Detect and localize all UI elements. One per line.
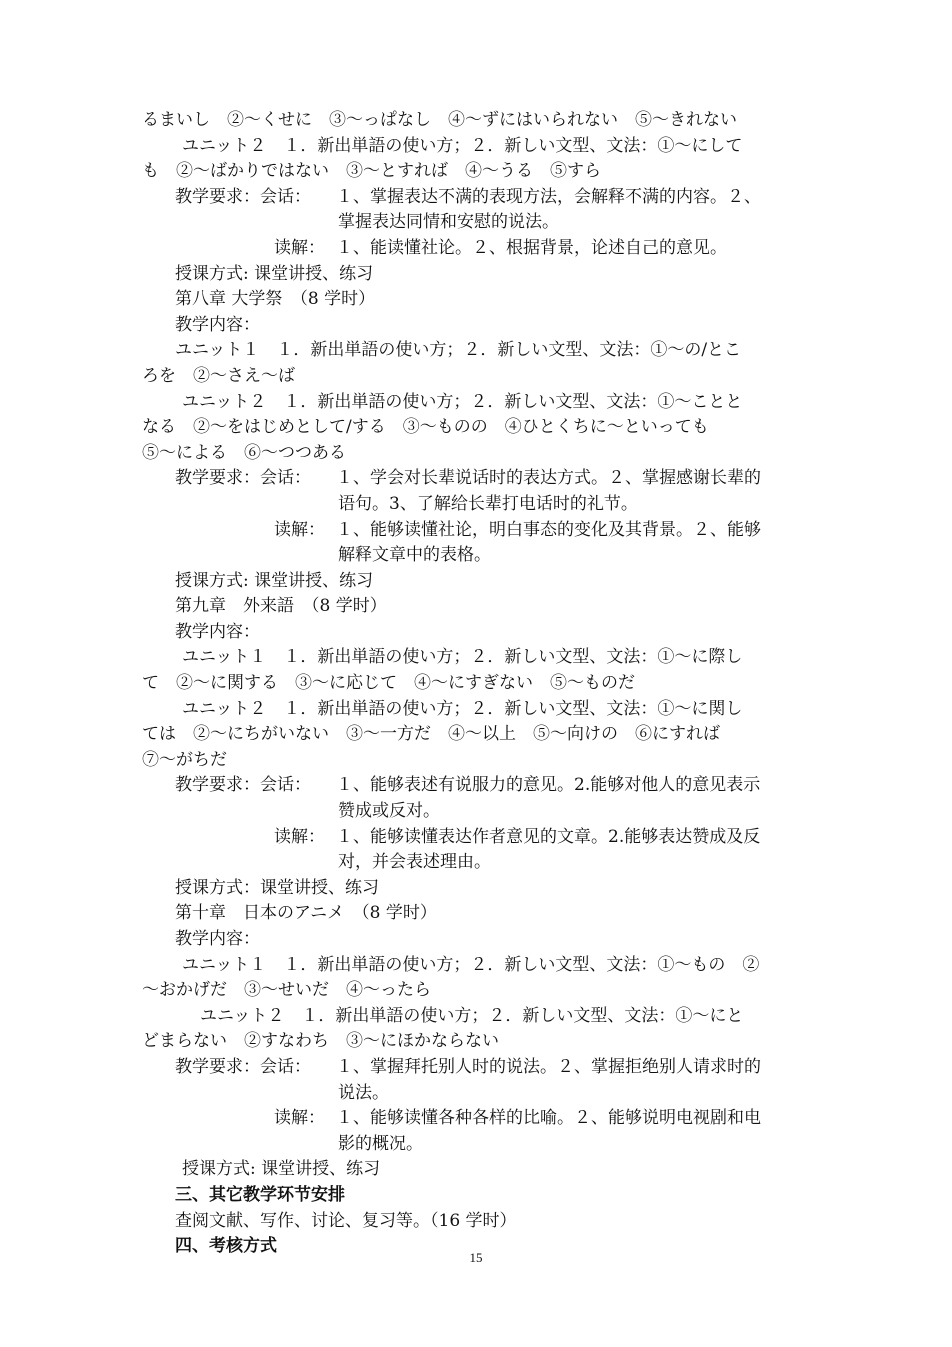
chapter-heading: 第十章 日本のアニメ （8 学时） [175,903,437,924]
reading-text: １、能够读懂各种各样的比喻。２、能够说明电视剧和电 [336,1108,761,1129]
reading-label: 读解： [274,1108,325,1129]
text-line: ～おかげだ ③～せいだ ④～ったら [142,980,431,1001]
text-line: ⑦～がちだ [142,749,227,770]
text-line: なる ②～をはじめとして/する ③～ものの ④ひとくちに～といっても [142,417,709,438]
teaching-requirement-reading [142,1106,818,1132]
text-line: ては ②～にちがいない ③～一方だ ④～以上 ⑤～向けの ⑥にすれば [142,724,720,745]
text-line: 查阅文献、写作、讨论、复习等。（16 学时） [175,1210,517,1231]
text-line: どまらない ②すなわち ③～にほかならない [142,1031,499,1052]
requirement-continuation: 掌握表达同情和安慰的说法。 [338,212,559,233]
reading-label: 读解： [274,519,325,540]
teaching-requirement-conversation [142,773,818,799]
text-line: も ②～ばかりではない ③～とすれば ④～うる ⑤すら [142,161,601,182]
text-line: るまいし ②～くせに ③～っぱなし ④～ずにはいられない ⑤～きれない [142,110,737,130]
requirement-continuation: 影的概况。 [338,1133,423,1154]
requirement-label: 教学要求：会话： [175,775,311,796]
unit-line: ユニット２ １．新出単語の使い方；２．新しい文型、文法：①～に関し [182,698,743,719]
page-body [142,108,818,1260]
requirement-text: １、掌握拜托别人时的说法。２、掌握拒绝别人请求时的 [336,1056,761,1077]
unit-line: ユニット２ １．新出単語の使い方；２．新しい文型、文法：①～ことと [182,391,743,412]
unit-line: ユニット２ １．新出単語の使い方；２．新しい文型、文法：①～にと [200,1005,744,1026]
page-number: 15 [469,1250,483,1265]
chapter-heading: 第九章 外来語 （8 学时） [175,596,387,617]
teaching-method: 授课方式: 课堂讲授、练习 [175,263,374,284]
requirement-continuation: 赞成或反对。 [338,801,440,822]
text-line: ⑤～による ⑥～つつある [142,442,346,463]
teaching-requirement-conversation [142,185,818,211]
teaching-content-label: 教学内容： [175,314,260,335]
teaching-requirement-reading [142,236,818,262]
teaching-requirement-reading [142,825,818,851]
teaching-content-label: 教学内容： [175,929,260,949]
reading-label: 读解： [274,237,325,258]
requirement-text: １、学会对长辈说话时的表达方式。２、掌握感谢长辈的 [336,468,761,489]
requirement-label: 教学要求：会话： [175,186,311,207]
unit-line: ユニット１ １．新出単語の使い方；２．新しい文型、文法：①～に際し [182,647,743,668]
requirement-text: １、能够表述有说服力的意见。2.能够对他人的意见表示 [336,775,761,796]
reading-text: １、能读懂社论。２、根据背景，论述自己的意见。 [336,237,727,258]
teaching-content-label: 教学内容： [175,621,260,642]
teaching-method: 授课方式：课堂讲授、练习 [175,877,379,898]
requirement-continuation: 解释文章中的表格。 [338,545,491,566]
unit-line: ユニット１ １．新出単語の使い方；２．新しい文型、文法：①～もの ② [182,954,760,975]
requirement-continuation: 对，并会表述理由。 [338,852,491,873]
requirement-label: 教学要求：会话： [175,1056,311,1077]
teaching-requirement-conversation [142,466,818,492]
requirement-continuation: 语句。3、了解给长辈打电话时的礼节。 [338,493,638,514]
reading-text: １、能够读懂表达作者意见的文章。2.能够表达赞成及反 [336,826,761,847]
reading-label: 读解： [274,826,325,847]
text-line: て ②～に関する ③～に応じて ④～にすぎない ⑤～ものだ [142,673,635,694]
unit-line: ユニット２ １．新出単語の使い方；２．新しい文型、文法：①～にして [182,135,743,156]
teaching-requirement-reading [142,518,818,544]
requirement-label: 教学要求：会话： [175,468,311,489]
requirement-continuation: 说法。 [338,1082,389,1103]
unit-line: ユニット１ １．新出単語の使い方；２．新しい文型、文法：①～の/とこ [175,340,742,361]
teaching-method: 授课方式: 课堂讲授、练习 [175,570,374,591]
reading-text: １、能够读懂社论，明白事态的变化及其背景。２、能够 [336,519,761,540]
chapter-heading: 第八章 大学祭 （8 学时） [175,289,376,310]
requirement-text: １、掌握表达不满的表现方法，会解释不满的内容。２、 [336,186,761,207]
section-heading: 三、其它教学环节安排 [175,1184,345,1205]
teaching-requirement-conversation [142,1055,818,1081]
text-line: ろを ②～さえ～ば [142,365,295,386]
teaching-method: 授课方式: 课堂讲授、练习 [182,1159,381,1180]
section-heading: 四、考核方式 [175,1236,277,1257]
